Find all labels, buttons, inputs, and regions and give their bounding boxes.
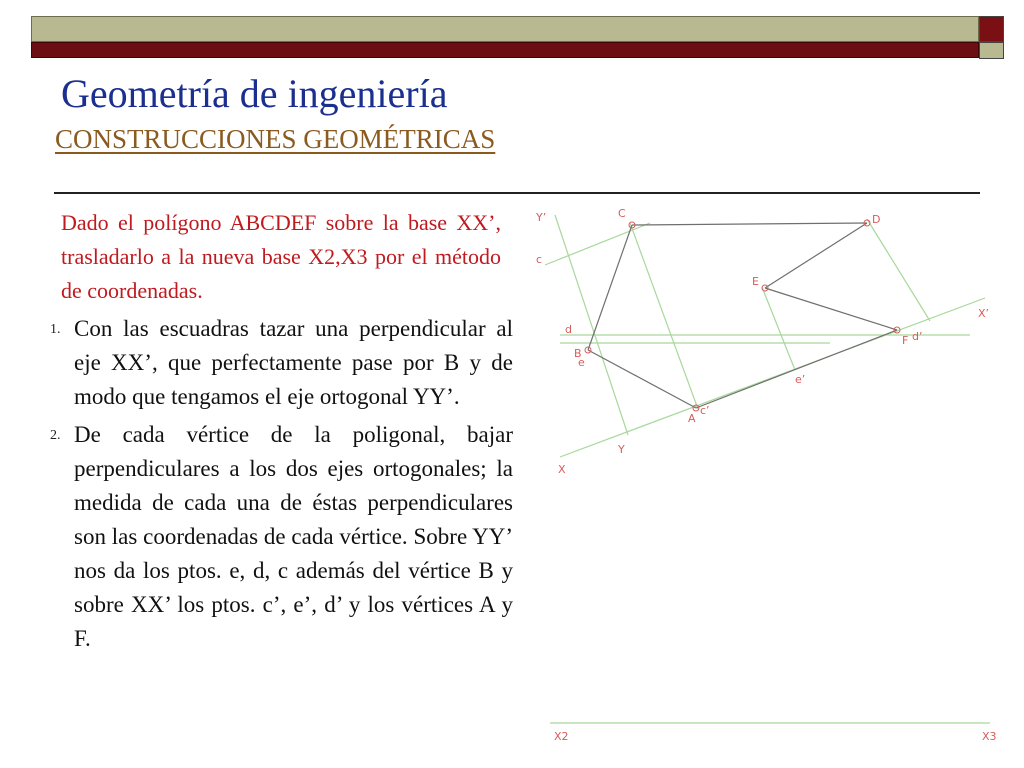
label-x2: X2 [554, 730, 569, 743]
label-vertex-f: F [902, 334, 909, 347]
label-c-axis: c [536, 253, 543, 266]
corner-square-maroon [979, 16, 1004, 42]
label-vertex-a: A [688, 412, 696, 425]
step-text: Con las escuadras tazar una perpendicular al eje XX’, que perfectamente pase por B y de modo que tengamos el eje ortogonal YY’. [74, 316, 513, 409]
step-number: 1. [50, 322, 61, 337]
intro-paragraph: Dado el polígono ABCDEF sobre la base XX’, trasladarlo a la nueva base X2,X3 por el método de coordenadas. [61, 210, 501, 303]
list-item [50, 418, 513, 656]
edge-c-d [632, 223, 867, 225]
step-text: De cada vértice de la poligonal, bajar perpendiculares a los dos ejes ortogonales; la medida de cada una de éstas perpendiculares son las coordenadas de cada vértice. Sobre YY’ nos da los ptos. e, d, c además del vértice B y sobre XX’ los ptos. c’, e’, d’ y los vértices A y F. [74, 422, 513, 651]
coordinate-construction-diagram [530, 195, 1010, 755]
label-d-axis: d [565, 323, 572, 336]
label-vertex-b: B [574, 347, 582, 360]
slide-subtitle: CONSTRUCCIONES GEOMÉTRICAS [55, 124, 496, 154]
axis-xx-prime [560, 298, 985, 457]
top-bar-olive-stripe [31, 16, 979, 42]
label-e-prime: e’ [795, 373, 806, 386]
line-c-parallel [545, 223, 650, 265]
edge-d-e [765, 223, 867, 288]
step-number: 2. [50, 428, 61, 443]
edge-e-f [765, 288, 897, 330]
corner-square-olive [979, 42, 1004, 59]
slide-title: Geometría de ingeniería [61, 71, 448, 116]
list-item [50, 312, 513, 414]
label-d-prime: d’ [912, 330, 923, 343]
label-vertex-e: E [752, 275, 759, 288]
label-c-prime: c’ [700, 404, 710, 417]
label-x: X [558, 463, 566, 476]
label-vertex-c: C [618, 207, 626, 220]
label-e-axis: e [578, 356, 585, 369]
perp-d [867, 219, 930, 321]
axis-lines [545, 215, 990, 723]
edge-b-c [588, 225, 632, 350]
edge-f-a [696, 330, 897, 408]
label-x3: X3 [982, 730, 997, 743]
top-decorative-bar [31, 16, 979, 58]
title-divider [54, 192, 980, 194]
perp-e [762, 287, 795, 370]
steps-list [50, 312, 513, 660]
label-y-prime: Y’ [536, 211, 547, 224]
label-y: Y [618, 443, 625, 456]
polygon-abcdef [588, 223, 897, 408]
perp-c [630, 223, 698, 409]
label-x-prime: X’ [978, 307, 990, 320]
top-bar-maroon-stripe [31, 42, 979, 58]
label-vertex-d: D [872, 213, 881, 226]
